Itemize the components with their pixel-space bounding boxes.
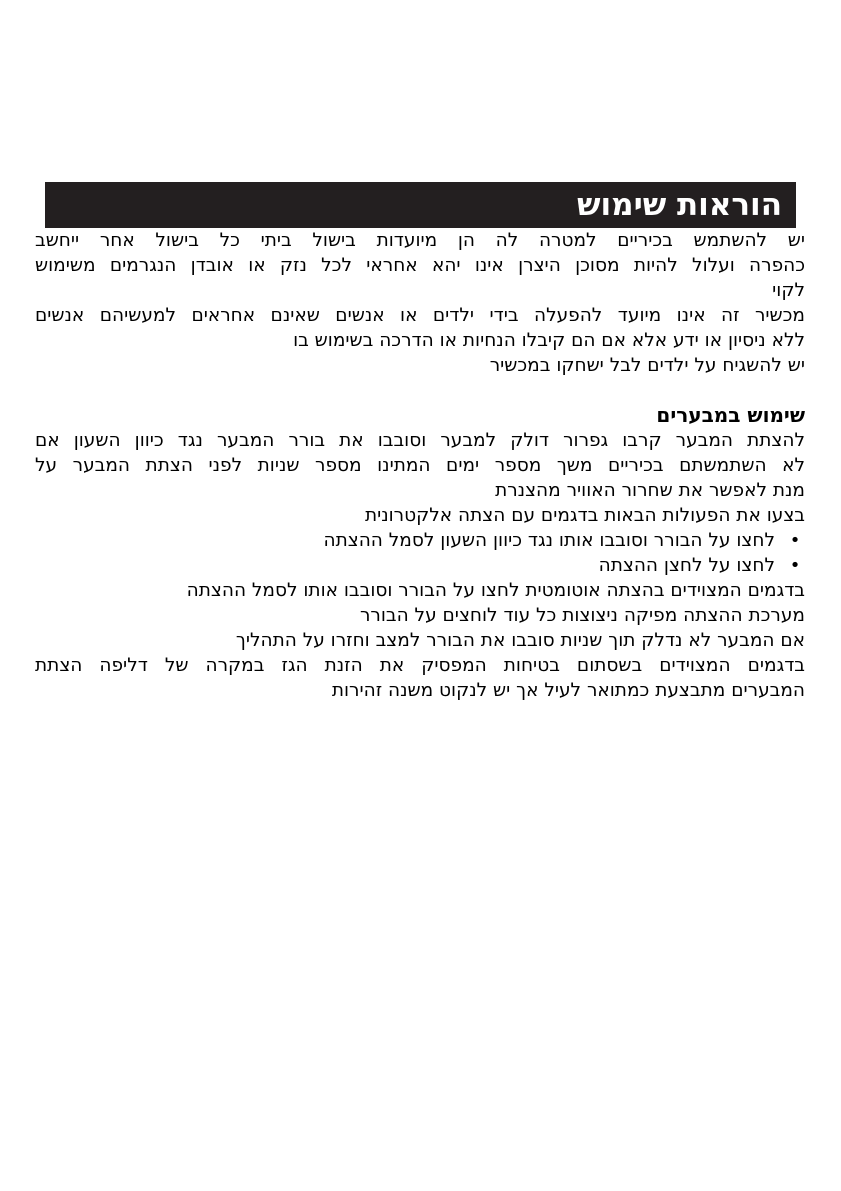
intro-line: לקוי bbox=[772, 280, 805, 301]
bullet-text: לחצו על לחצן ההצתה bbox=[598, 555, 775, 576]
bullet-text: לחצו על הבורר וסובבו אותו נגד כיוון השעון לסמל ההצתה bbox=[323, 530, 775, 551]
intro-line: ללא ניסיון או ידע אלא אם הם קיבלו הנחיות או הדרכה בשימוש בו bbox=[293, 330, 805, 351]
section-heading-burners: שימוש במבערים bbox=[656, 403, 805, 427]
bullet-item bbox=[35, 528, 805, 553]
bullet-item bbox=[35, 553, 805, 578]
burner-line: בצעו את הפעולות הבאות בדגמים עם הצתה אלקטרונית bbox=[364, 505, 805, 526]
paragraph-spacer bbox=[35, 378, 805, 403]
instructions-body bbox=[35, 228, 805, 703]
title-bar bbox=[45, 182, 796, 228]
burner-line: אם המבער לא נדלק תוך שניות סובבו את הבורר למצב וחזרו על התהליך bbox=[235, 630, 805, 651]
burner-line: המבערים מתבצעת כמתואר לעיל אך יש לנקוט משנה זהירות bbox=[331, 680, 805, 701]
intro-line: יש להשגיח על ילדים לבל ישחקו במכשיר bbox=[489, 355, 805, 376]
bullet-icon: • bbox=[789, 530, 801, 551]
burner-line: בדגמים המצוידים בשסתום בטיחות המפסיק את הזנת הגז במקרה של דליפה הצתת bbox=[35, 655, 805, 676]
bullet-icon: • bbox=[789, 555, 801, 576]
burner-line: מנת לאפשר את שחרור האוויר מהצנרת bbox=[495, 480, 805, 501]
intro-line: מכשיר זה אינו מיועד להפעלה בידי ילדים או אנשים שאינם אחראים למעשיהם אנשים bbox=[35, 305, 805, 326]
page-title: הוראות שימוש bbox=[577, 187, 782, 223]
burner-line: מערכת ההצתה מפיקה ניצוצות כל עוד לוחצים על הבורר bbox=[359, 605, 805, 626]
burner-line: בדגמים המצוידים בהצתה אוטומטית לחצו על הבורר וסובבו אותו לסמל ההצתה bbox=[186, 580, 805, 601]
burner-line: לא השתמשתם בכיריים משך מספר ימים המתינו מספר שניות לפני הצתת המבער על bbox=[35, 455, 805, 476]
intro-line: כהפרה ועלול להיות מסוכן היצרן אינו יהא אחראי לכל נזק או אובדן הנגרמים משימוש bbox=[35, 255, 805, 276]
intro-line: יש להשתמש בכיריים למטרה לה הן מיועדות בישול ביתי כל בישול אחר ייחשב bbox=[35, 230, 805, 251]
burner-line: להצתת המבער קרבו גפרור דולק למבער וסובבו את בורר המבער נגד כיוון השעון אם bbox=[35, 430, 805, 451]
